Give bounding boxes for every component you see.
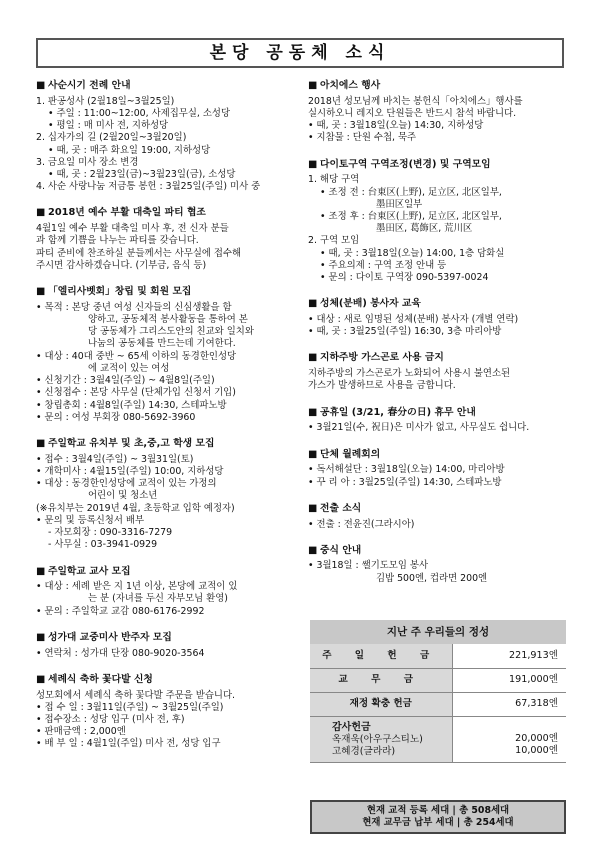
text-line: 2. 십자가의 길 (2월20일~3월20일): [36, 132, 187, 144]
section-baptism-flowers: [36, 674, 302, 751]
text-line: • 대상 : 세례 받은 지 1년 이상, 본당에 교적이 있: [36, 581, 238, 593]
row-value: 221,913엔: [452, 644, 566, 668]
square-bullet-icon: ■: [308, 298, 318, 310]
square-bullet-icon: ■: [308, 406, 318, 418]
text-line: • 지참물 : 단원 수첩, 묵주: [308, 132, 417, 144]
section-heading: 지하주방 가스곤로 사용 금지: [320, 352, 444, 364]
census-line: 현재 교무금 납부 세대 | 총 254세대: [362, 817, 514, 828]
section-heading: 아치에스 행사: [320, 80, 381, 91]
text-line: • 독서해설단 : 3월18일(오늘) 14:00, 마리아방: [308, 464, 505, 476]
section-gas-stove: [308, 352, 570, 392]
row-value: 67,318엔: [452, 692, 566, 716]
section-heading: 성가대 교중미사 반주자 모집: [48, 631, 172, 643]
square-bullet-icon: ■: [308, 448, 318, 460]
square-bullet-icon: ■: [36, 286, 46, 298]
text-line: • 접수장소 : 성당 입구 (미사 전, 후): [36, 714, 185, 726]
section-monthly-meeting: [308, 449, 570, 489]
text-line: • 대상 : 40대 중반 ~ 65세 이하의 동경한인성당: [36, 350, 237, 362]
section-heading: 다이토구역 구역조정(변경) 및 구역모임: [320, 158, 491, 170]
text-line: 4. 사순 사랑나눔 저금통 봉헌 : 3월25일(주일) 미사 중: [36, 181, 261, 193]
gift-value: 10,000엔: [515, 745, 558, 757]
section-heading: 사순시기 전례 안내: [48, 80, 131, 91]
section-heading: 성체(분배) 봉사자 교육: [320, 298, 421, 310]
text-line: 지하주방의 가스곤로가 노화되어 사용시 불연소된: [308, 368, 511, 380]
text-line: • 때, 곳 : 2월23일(금)~3월23일(금), 소성당: [48, 169, 236, 181]
square-bullet-icon: ■: [36, 565, 46, 577]
text-line: • 문의 : 다이토 구역장 090-5397-0024: [320, 272, 489, 284]
section-heading: 주일학교 유치부 및 초,중,고 학생 모집: [48, 438, 215, 450]
text-line: 에 교적이 있는 여성: [88, 362, 170, 374]
page-title-box: [36, 38, 564, 68]
census-box: [310, 800, 566, 834]
text-line: 어린이 및 청소년: [88, 490, 158, 502]
census-line: 현재 교적 등록 세대 | 총 508세대: [366, 804, 510, 816]
text-line: 가스가 발생하므로 사용을 금합니다.: [308, 380, 456, 392]
text-line: 墨田区일부: [376, 198, 423, 210]
text-line: 1. 해당 구역: [308, 174, 360, 186]
text-line: 실시하오니 레지오 단원들은 반드시 참석 바랍니다.: [308, 107, 517, 119]
square-bullet-icon: ■: [308, 352, 318, 364]
text-line: • 꾸 리 아 : 3월25일(주일) 14:30, 스테파노방: [308, 476, 502, 488]
gift-value: 20,000엔: [515, 732, 558, 744]
section-elisabeth-society: [36, 286, 302, 424]
text-line: 과 함께 기쁨을 나누는 파티를 갖습니다.: [36, 235, 199, 247]
gift-name: 고혜경(글라라): [332, 745, 396, 757]
text-line: 4월1일 예수 부활 대축일 미사 후, 전 신자 분들: [36, 223, 229, 235]
section-lunch: [308, 545, 570, 585]
text-line: • 접 수 일 : 3월11일(주일) ~ 3월25일(주일): [36, 701, 224, 713]
section-heading: 「엘리사벳회」창립 및 회원 모집: [48, 286, 192, 298]
section-acies: [308, 80, 570, 145]
text-line: • 접수 : 3월4일(주일) ~ 3월31일(토): [36, 453, 194, 465]
left-column: [36, 80, 302, 765]
text-line: • 문의 : 주일학교 교감 080-6176-2992: [36, 605, 205, 617]
text-line: 김밥 500엔, 컵라면 200엔: [376, 572, 488, 584]
text-line: • 전출 : 전윤진(그라시아): [308, 518, 415, 530]
square-bullet-icon: ■: [308, 544, 318, 556]
row-label: 주 일 헌 금: [310, 644, 452, 668]
text-line: • 주일 : 11:00~12:00, 사제집무실, 소성당: [48, 107, 231, 119]
text-line: 파티 준비에 찬조하실 분들께서는 사무실에 접수해: [36, 247, 242, 259]
offering-table-header: 지난 주 우리들의 정성: [310, 620, 566, 644]
text-line: 주시면 감사하겠습니다. (기부금, 음식 등): [36, 259, 207, 271]
text-line: • 개학미사 : 4월15일(주일) 10:00, 지하성당: [36, 465, 224, 477]
text-line: • 문의 : 여성 부회장 080-5692-3960: [36, 411, 196, 423]
text-line: - 사무실 : 03-3941-0929: [48, 539, 158, 551]
section-taito-district: [308, 159, 570, 285]
section-teacher-recruit: [36, 566, 302, 618]
text-line: • 창립총회 : 4월8일(주일) 14:30, 스테파노방: [36, 399, 227, 411]
section-heading: 주일학교 교사 모집: [48, 565, 131, 577]
text-line: 2. 구역 모임: [308, 235, 360, 247]
section-heading: 2018년 예수 부활 대축일 파티 협조: [48, 207, 206, 219]
text-line: 3. 금요일 미사 장소 변경: [36, 156, 139, 168]
row-value: [452, 716, 566, 762]
gift-name: 옥재욱(아우구스티노): [332, 733, 423, 745]
text-line: • 때, 곳 : 3월18일(오늘) 14:30, 지하성당: [308, 120, 484, 132]
square-bullet-icon: ■: [36, 207, 46, 219]
row-label: [310, 716, 452, 762]
text-line: 2018년 성모님께 바치는 봉헌식「아치에스」행사를: [308, 95, 523, 107]
table-row: [310, 644, 566, 668]
section-lent-liturgy: [36, 80, 302, 193]
text-line: 1. 판공성사 (2월18일~3월25일): [36, 95, 175, 107]
text-line: • 목적 : 본당 중년 여성 신자들의 신심생활을 함: [36, 301, 232, 313]
table-row: [310, 668, 566, 692]
right-column: [308, 80, 570, 599]
section-heading: 단체 월례회의: [320, 448, 381, 460]
offering-table: [310, 620, 566, 763]
row-label: 재정 확충 헌금: [310, 692, 452, 716]
square-bullet-icon: ■: [308, 80, 318, 91]
text-line: • 판매금액 : 2,000엔: [36, 726, 126, 738]
text-line: 墨田区, 葛飾区, 荒川区: [376, 223, 473, 235]
offering-table-body: [310, 644, 566, 763]
table-row-gift: [310, 716, 566, 762]
square-bullet-icon: ■: [308, 502, 318, 514]
gift-label: 감사헌금: [332, 721, 371, 733]
text-line: • 때, 곳 : 매주 화요일 19:00, 지하성당: [48, 144, 211, 156]
square-bullet-icon: ■: [36, 438, 46, 450]
text-line: - 자모회장 : 090-3316-7279: [48, 527, 173, 539]
section-eucharist-ministers: [308, 298, 570, 338]
text-line: • 배 부 일 : 4월1일(주일) 미사 전, 성당 입구: [36, 738, 221, 750]
text-line: (※유치부는 2019년 4월, 초등학교 입학 예정자): [36, 502, 235, 514]
text-line: • 조정 후 : 台東区(上野), 足立区, 北区일부,: [320, 211, 502, 222]
text-line: • 문의 및 등록신청서 배부: [36, 514, 145, 526]
table-row: [310, 692, 566, 716]
section-heading: 전출 소식: [320, 502, 362, 514]
text-line: • 신청접수 : 본당 사무실 (단체가입 신청서 기입): [36, 387, 236, 399]
text-line: • 신청기간 : 3월4일(주일) ~ 4월8일(주일): [36, 375, 215, 387]
text-line: • 때, 곳 : 3월25일(주일) 16:30, 3층 마리아방: [308, 326, 502, 338]
text-line: • 때, 곳 : 3월18일(오늘) 14:00, 1층 담화실: [320, 247, 505, 259]
section-sunday-school-students: [36, 438, 302, 551]
text-line: • 대상 : 동경한인성당에 교적이 있는 가정의: [36, 478, 217, 490]
text-line: • 주요의제 : 구역 조정 안내 등: [320, 259, 447, 271]
square-bullet-icon: ■: [36, 80, 46, 91]
text-line: 성모회에서 세례식 축하 꽃다발 주문을 받습니다.: [36, 689, 236, 701]
text-line: • 3월21일(수, 祝日)은 미사가 없고, 사무실도 쉽니다.: [308, 422, 530, 434]
section-holiday: [308, 407, 570, 435]
square-bullet-icon: ■: [36, 631, 46, 643]
section-heading: 세례식 축하 꽃다발 신청: [48, 673, 153, 685]
text-line: 양하고, 공동체적 봉사활동을 통하여 본: [88, 314, 248, 326]
text-line: 나눔의 공동체를 만드는데 기여한다.: [88, 338, 236, 350]
square-bullet-icon: ■: [36, 673, 46, 685]
text-line: • 연락처 : 성가대 단장 080-9020-3564: [36, 647, 205, 659]
text-line: • 평일 : 매 미사 전, 지하성당: [48, 120, 169, 132]
text-line: • 대상 : 새로 임명된 성체(분배) 봉사자 (개별 연락): [308, 314, 519, 326]
text-line: 는 분 (자녀를 두신 자부모님 환영): [88, 593, 228, 605]
row-value: 191,000엔: [452, 668, 566, 692]
section-transfer: [308, 503, 570, 531]
section-choir-accompanist: [36, 632, 302, 660]
page-title: 본당 공동체 소식: [209, 42, 391, 63]
text-line: • 3월18일 : 쌜기도모임 봉사: [308, 560, 429, 572]
section-heading: 중식 안내: [320, 544, 362, 556]
square-bullet-icon: ■: [308, 158, 318, 170]
text-line: • 조정 전 : 台東区(上野), 足立区, 北区일부,: [320, 186, 502, 198]
row-label: 교 무 금: [310, 668, 452, 692]
text-line: 당 공동체가 그리스도안의 친교와 일치와: [88, 326, 254, 338]
section-heading: 공휴일 (3/21, 春分の日) 휴무 안내: [320, 406, 476, 418]
section-easter-party: [36, 207, 302, 272]
